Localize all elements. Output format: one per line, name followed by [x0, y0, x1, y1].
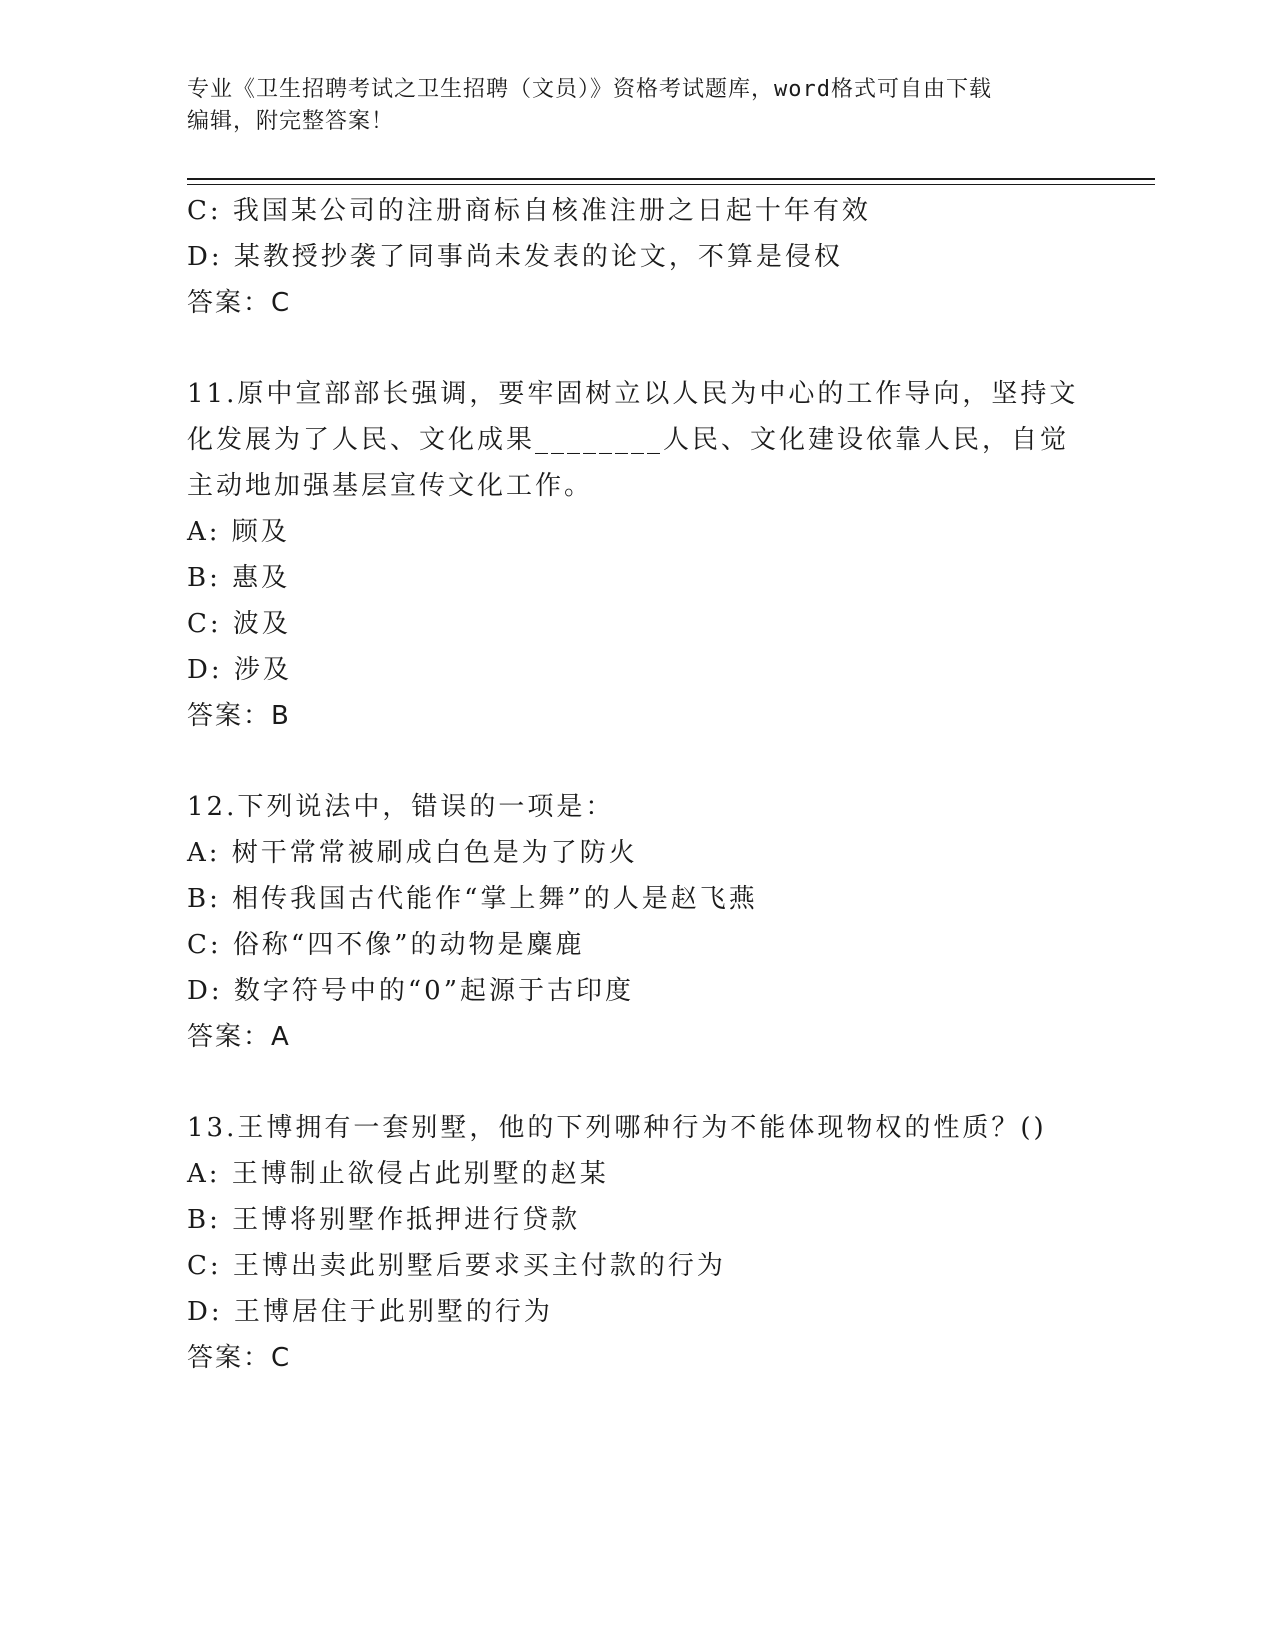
question-13 [187, 1105, 1087, 1381]
header-line-1: 专业《卫生招聘考试之卫生招聘（文员）》资格考试题库，word格式可自由下载 [187, 77, 992, 102]
option-b: B: 惠及 [187, 563, 291, 593]
option-c: C: 我国某公司的注册商标自核准注册之日起十年有效 [187, 196, 871, 226]
document-header [187, 74, 1087, 138]
question-text-line: 11.原中宣部部长强调，要牢固树立以人民为中心的工作导向，坚持文 [187, 379, 1079, 409]
header-rule-thin [187, 184, 1155, 185]
question-text-line: 化发展为了人民、文化成果________人民、文化建设依靠人民，自觉 [187, 425, 1070, 455]
header-line-2: 编辑，附完整答案！ [187, 109, 395, 134]
answer-line: 答案：C [187, 1343, 292, 1373]
option-d: D: 某教授抄袭了同事尚未发表的论文，不算是侵权 [187, 242, 843, 272]
option-c: C: 俗称“四不像”的动物是麋鹿 [187, 930, 585, 960]
answer-line: 答案：B [187, 701, 291, 731]
question-text-line: 12.下列说法中，错误的一项是： [187, 792, 615, 822]
option-b: B: 王博将别墅作抵押进行贷款 [187, 1205, 581, 1235]
option-b: B: 相传我国古代能作“掌上舞”的人是赵飞燕 [187, 884, 758, 914]
answer-line: 答案：C [187, 288, 292, 318]
option-a: A: 顾及 [187, 517, 290, 547]
answer-line: 答案：A [187, 1022, 291, 1052]
page-content [187, 188, 1087, 1381]
option-d: D: 王博居住于此别墅的行为 [187, 1297, 553, 1327]
question-11 [187, 371, 1087, 739]
option-d: D: 数字符号中的“0”起源于古印度 [187, 976, 634, 1006]
previous-question-tail [187, 188, 1087, 326]
question-text-line: 主动地加强基层宣传文化工作。 [187, 471, 594, 501]
header-rule-thick [187, 178, 1155, 180]
option-d: D: 涉及 [187, 655, 292, 685]
option-c: C: 波及 [187, 609, 291, 639]
option-a: A: 王博制止欲侵占此别墅的赵某 [187, 1159, 609, 1189]
option-a: A: 树干常常被刷成白色是为了防火 [187, 838, 638, 868]
question-text-line: 13.王博拥有一套别墅，他的下列哪种行为不能体现物权的性质？() [187, 1113, 1047, 1143]
option-c: C: 王博出卖此别墅后要求买主付款的行为 [187, 1251, 726, 1281]
question-12 [187, 784, 1087, 1060]
